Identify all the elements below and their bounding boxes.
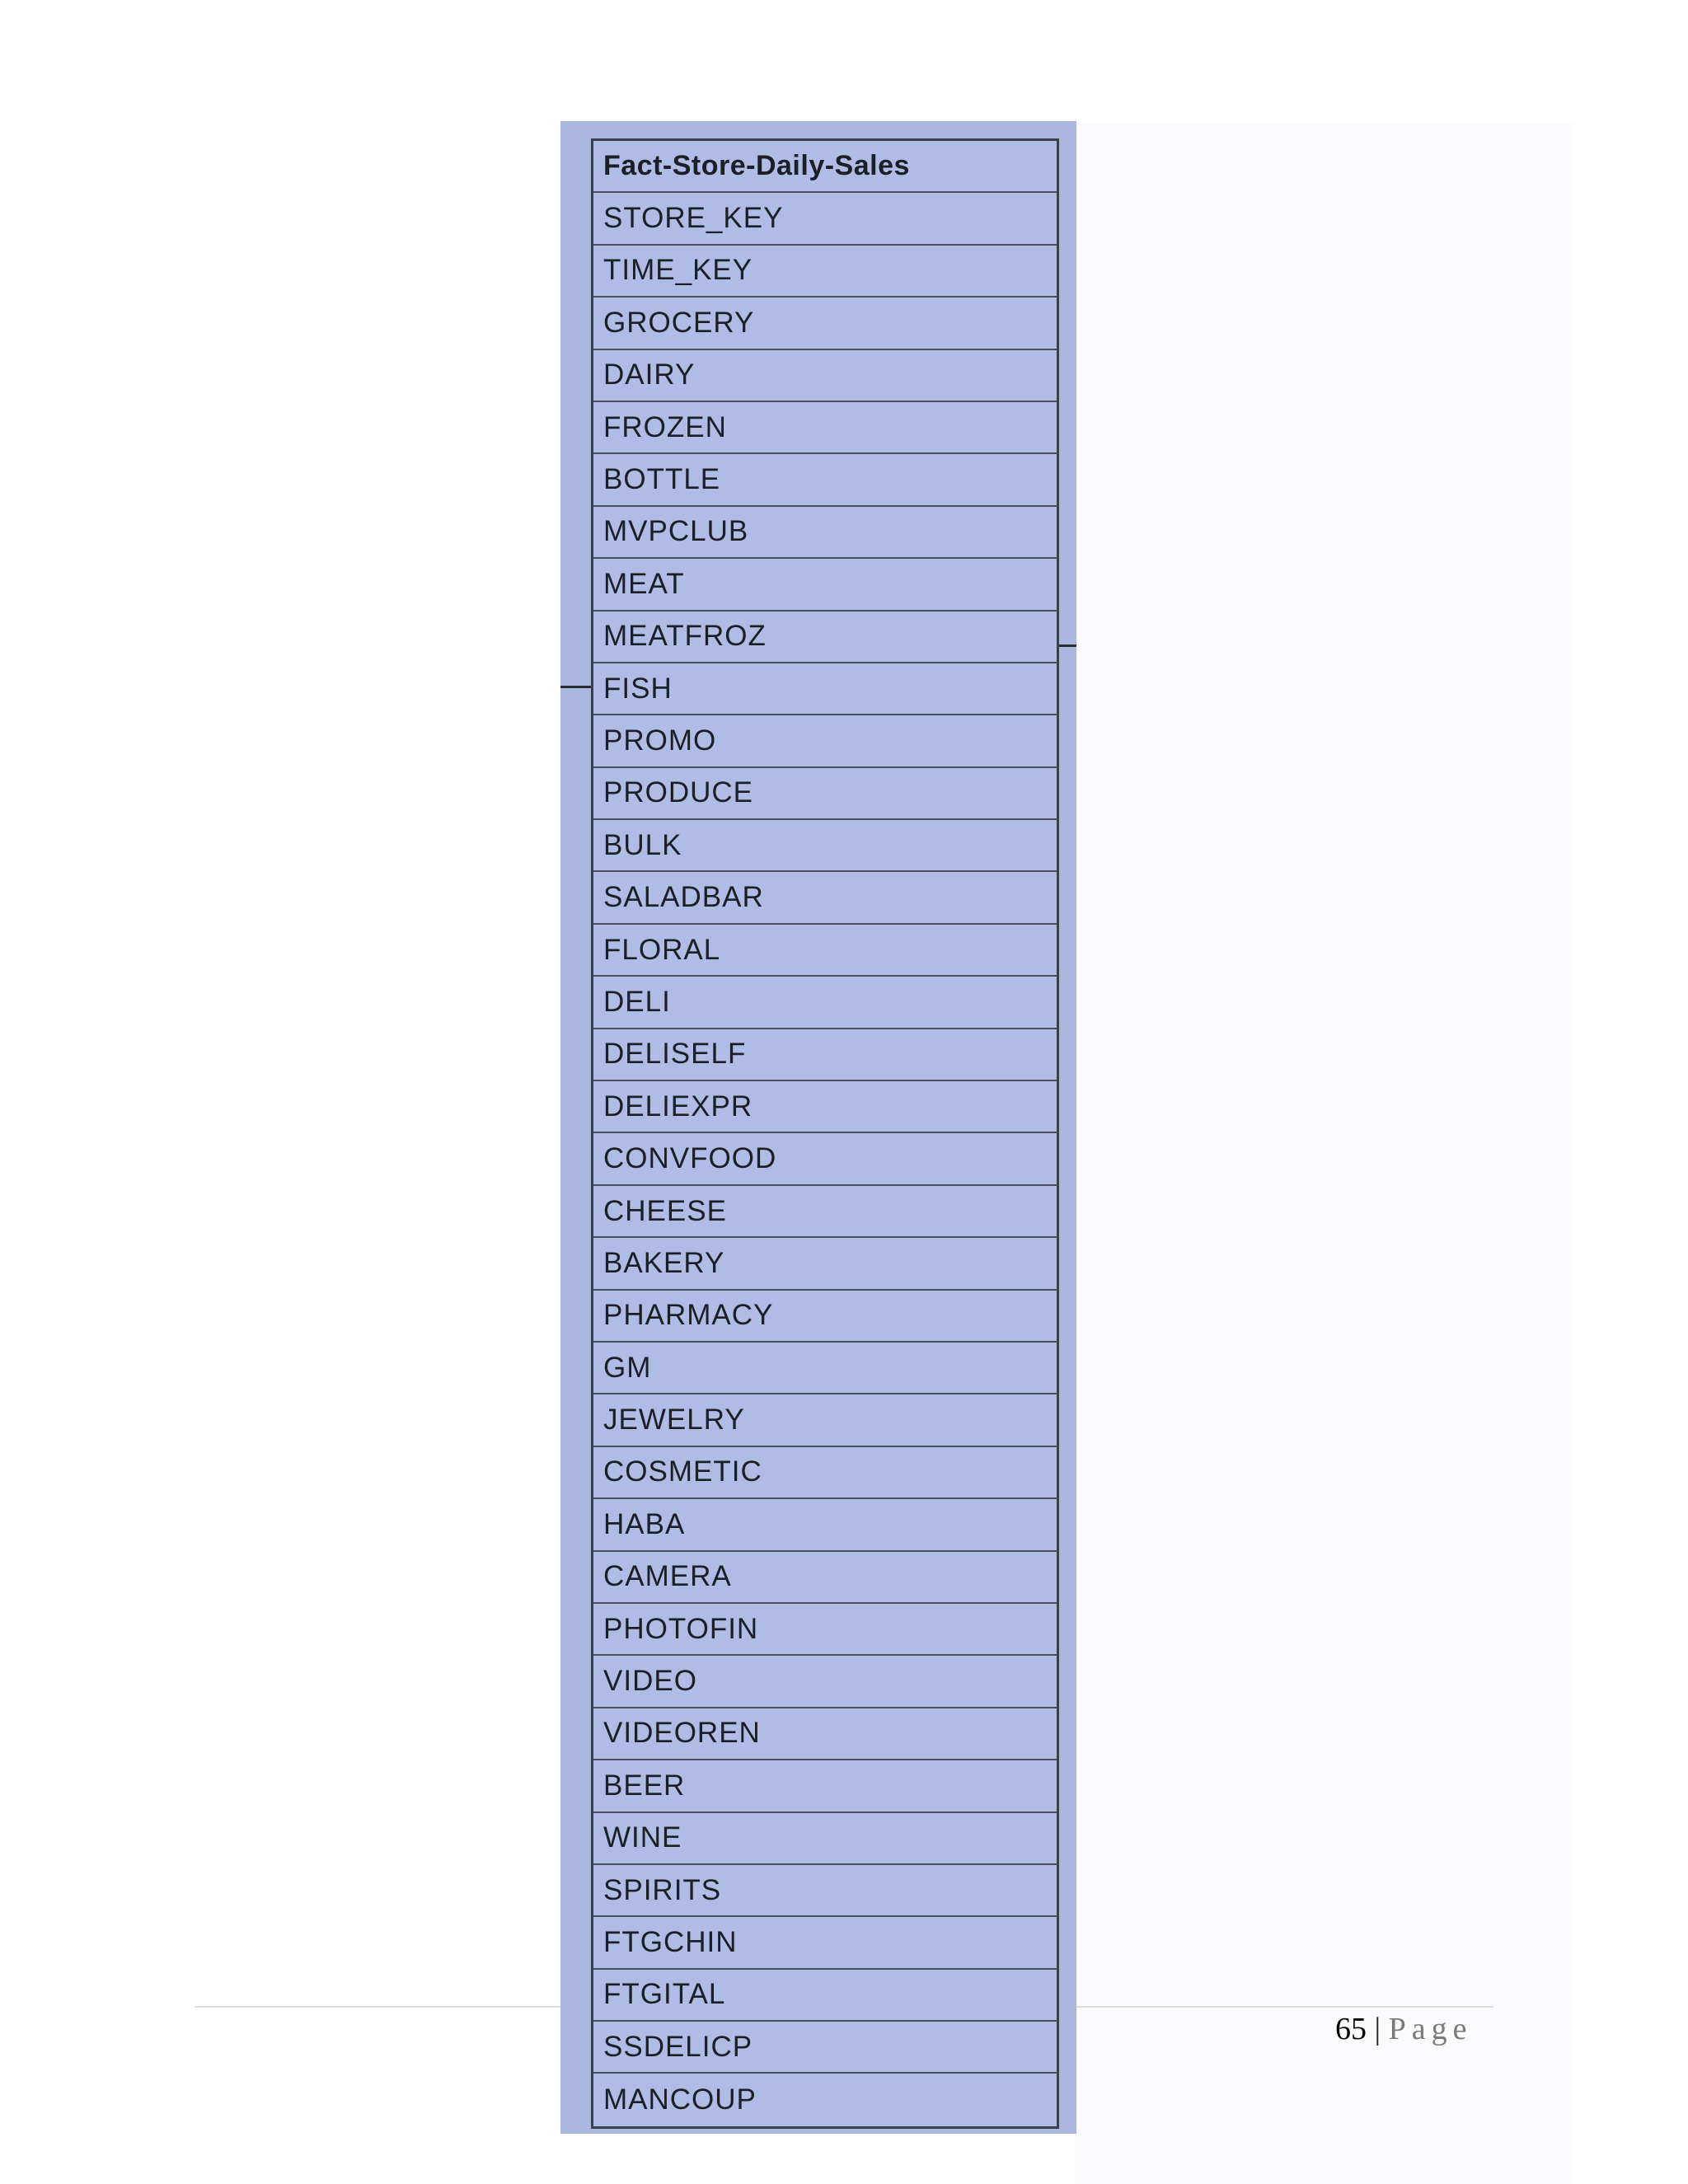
page-label: Page bbox=[1388, 2012, 1473, 2046]
page-number: 65 bbox=[1335, 2012, 1367, 2046]
entity-field: MEATFROZ bbox=[593, 612, 1057, 663]
entity-field: STORE_KEY bbox=[593, 193, 1057, 245]
entity-field: FLORAL bbox=[593, 925, 1057, 977]
entity-field: BEER bbox=[593, 1760, 1057, 1812]
entity-field: FISH bbox=[593, 663, 1057, 715]
entity-field: VIDEO bbox=[593, 1656, 1057, 1708]
entity-field: BOTTLE bbox=[593, 454, 1057, 506]
footer-rule bbox=[195, 2006, 560, 2008]
entity-field: PRODUCE bbox=[593, 768, 1057, 820]
entity-field: CAMERA bbox=[593, 1552, 1057, 1604]
page-footer bbox=[1335, 2011, 1492, 2047]
entity-field: FTGCHIN bbox=[593, 1917, 1057, 1969]
entity-field: COSMETIC bbox=[593, 1447, 1057, 1499]
entity-field: DAIRY bbox=[593, 350, 1057, 402]
entity-field: BULK bbox=[593, 820, 1057, 872]
entity-field: SPIRITS bbox=[593, 1865, 1057, 1917]
entity-title: Fact-Store-Daily-Sales bbox=[593, 141, 1057, 193]
entity-field: HABA bbox=[593, 1499, 1057, 1551]
entity-field: GROCERY bbox=[593, 298, 1057, 349]
background-panel bbox=[1075, 124, 1573, 2184]
relationship-connector-left bbox=[560, 686, 592, 688]
entity-field: CHEESE bbox=[593, 1186, 1057, 1238]
fact-table-entity bbox=[591, 138, 1059, 2129]
entity-field: SSDELICP bbox=[593, 2022, 1057, 2074]
entity-field: DELISELF bbox=[593, 1029, 1057, 1081]
entity-field: FTGITAL bbox=[593, 1970, 1057, 2022]
entity-field: MEAT bbox=[593, 559, 1057, 611]
entity-field: MVPCLUB bbox=[593, 507, 1057, 559]
entity-field: CONVFOOD bbox=[593, 1133, 1057, 1185]
entity-field: VIDEOREN bbox=[593, 1708, 1057, 1760]
entity-field: TIME_KEY bbox=[593, 246, 1057, 298]
entity-field: PHOTOFIN bbox=[593, 1604, 1057, 1656]
entity-field: PHARMACY bbox=[593, 1291, 1057, 1343]
entity-field: FROZEN bbox=[593, 402, 1057, 454]
entity-field: PROMO bbox=[593, 715, 1057, 767]
entity-field: MANCOUP bbox=[603, 2083, 757, 2116]
footer-rule bbox=[1076, 2006, 1493, 2008]
entity-field: BAKERY bbox=[593, 1238, 1057, 1290]
entity-field: GM bbox=[593, 1343, 1057, 1394]
entity-field: SALADBAR bbox=[593, 872, 1057, 924]
entity-field: DELIEXPR bbox=[593, 1081, 1057, 1133]
entity-field: WINE bbox=[593, 1813, 1057, 1865]
page-separator: | bbox=[1374, 2012, 1381, 2046]
relationship-connector-right bbox=[1058, 644, 1076, 647]
entity-field: DELI bbox=[593, 977, 1057, 1029]
entity-field: JEWELRY bbox=[593, 1394, 1057, 1446]
